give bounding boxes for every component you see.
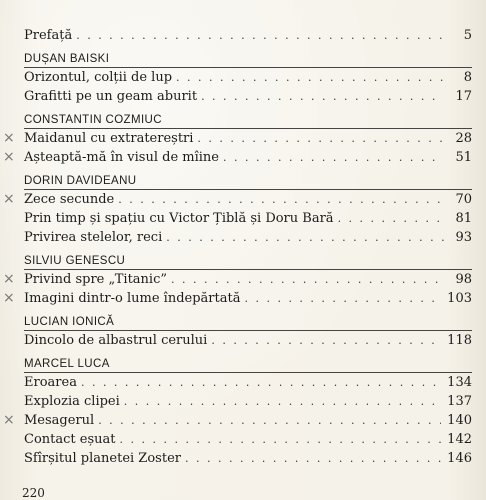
- entry-page-number: 28: [455, 131, 472, 146]
- author-heading: LUCIAN IONICĂ: [24, 316, 115, 328]
- toc-entry: [3, 411, 472, 430]
- entry-page-number: 140: [447, 413, 472, 428]
- entry-page-number: 81: [455, 211, 472, 226]
- toc-entry: [24, 68, 472, 87]
- entry-page-number: 118: [447, 333, 472, 348]
- entry-title: Maidanul cu extratereștri: [24, 131, 194, 146]
- toc-entry: [24, 392, 472, 411]
- entry-page-number: 17: [455, 89, 472, 104]
- dot-leader: [81, 373, 441, 392]
- dot-leader: [118, 190, 444, 209]
- entry-title: Privind spre „Titanic”: [24, 272, 168, 287]
- entry-page-number: 146: [447, 451, 472, 466]
- entry-page-number: 142: [447, 432, 472, 447]
- entry-page-number: 137: [447, 394, 472, 409]
- entry-title: Grafitti pe un geam aburit: [24, 89, 198, 104]
- entry-title: Prin timp și spațiu cu Victor Țiblă și Doru Bară: [24, 211, 334, 226]
- author-heading: DORIN DAVIDEANU: [24, 175, 137, 187]
- toc-entry: [3, 289, 472, 308]
- toc-section: [24, 51, 472, 106]
- entry-page-number: 134: [447, 375, 472, 390]
- toc-section: [3, 173, 472, 247]
- entry-page-number: 98: [455, 272, 472, 287]
- entry-title: Contact eșuat: [24, 432, 116, 447]
- toc-entry: [3, 270, 472, 289]
- toc-section: [24, 314, 472, 350]
- dot-leader: [176, 68, 444, 87]
- dot-leader: [185, 449, 441, 468]
- toc-entry: [24, 373, 472, 392]
- entry-title: Mesagerul: [24, 413, 95, 428]
- toc-entry: [24, 209, 472, 228]
- page-number: 220: [22, 486, 45, 500]
- table-of-contents: [3, 26, 472, 468]
- entry-title: Orizontul, colții de lup: [24, 70, 173, 85]
- dot-leader: [171, 270, 444, 289]
- author-heading: SILVIU GENESCU: [24, 255, 126, 267]
- dot-leader: [124, 392, 441, 411]
- dot-leader: [166, 228, 444, 247]
- dot-leader: [211, 331, 441, 350]
- toc-entry: [24, 331, 472, 350]
- toc-entry: [24, 26, 472, 45]
- entry-title: Eroarea: [24, 375, 77, 390]
- pencil-x-mark-icon: ×: [3, 271, 15, 287]
- toc-section: [24, 26, 472, 45]
- entry-page-number: 5: [463, 28, 472, 43]
- toc-section: [3, 112, 472, 167]
- dot-leader: [244, 289, 441, 308]
- pencil-x-mark-icon: ×: [3, 149, 15, 165]
- entry-title: Explozia clipei: [24, 394, 120, 409]
- entry-title: Dincolo de albastrul cerului: [24, 333, 208, 348]
- toc-entry: [24, 449, 472, 468]
- dot-leader: [197, 129, 444, 148]
- pencil-x-mark-icon: ×: [3, 412, 15, 428]
- entry-title: Sfîrșitul planetei Zoster: [24, 451, 181, 466]
- author-heading: CONSTANTIN COZMIUC: [24, 114, 162, 126]
- toc-section: [3, 356, 472, 468]
- entry-title: Privirea stelelor, reci: [24, 230, 163, 245]
- entry-page-number: 103: [447, 291, 472, 306]
- pencil-x-mark-icon: ×: [3, 290, 15, 306]
- toc-entry: [24, 430, 472, 449]
- author-heading: MARCEL LUCA: [24, 358, 110, 370]
- dot-leader: [98, 411, 441, 430]
- toc-entry: [24, 87, 472, 106]
- entry-page-number: 70: [455, 192, 472, 207]
- dot-leader: [119, 430, 441, 449]
- dot-leader: [201, 87, 444, 106]
- entry-title: Zece secunde: [24, 192, 115, 207]
- dot-leader: [338, 209, 444, 228]
- entry-title: Așteaptă-mă în visul de mîine: [24, 150, 219, 165]
- pencil-x-mark-icon: ×: [3, 191, 15, 207]
- toc-entry: [24, 228, 472, 247]
- author-heading: DUȘAN BAISKI: [24, 53, 110, 65]
- dot-leader: [76, 26, 444, 45]
- entry-page-number: 8: [463, 70, 472, 85]
- dot-leader: [223, 148, 444, 167]
- entry-title: Imagini dintr-o lume îndepărtată: [24, 291, 241, 306]
- toc-entry: [3, 190, 472, 209]
- entry-page-number: 51: [455, 150, 472, 165]
- entry-title: Prefață: [24, 28, 73, 43]
- toc-section: [3, 253, 472, 308]
- toc-entry: [3, 148, 472, 167]
- pencil-x-mark-icon: ×: [3, 130, 15, 146]
- toc-entry: [3, 129, 472, 148]
- entry-page-number: 93: [455, 230, 472, 245]
